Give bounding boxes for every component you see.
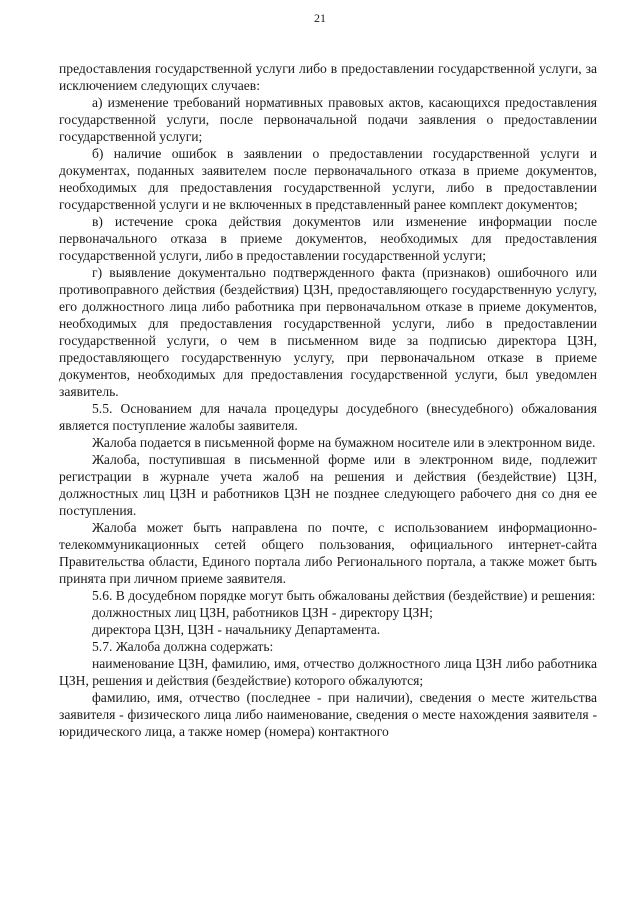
page-number: 21	[314, 11, 326, 25]
paragraph-5-5: 5.5. Основанием для начала процедуры досудебного (внесудебного) обжалования является поступление жалобы заявителя.	[59, 401, 597, 433]
paragraph-content-1: наименование ЦЗН, фамилию, имя, отчество должностного лица ЦЗН либо работника ЦЗН, решения и действия (бездействие) которого обжалуются;	[59, 656, 597, 688]
paragraph-continuation: предоставления государственной услуги либо в предоставлении государственной услуги, за исключением следующих случаев:	[59, 61, 597, 93]
paragraph-5-6: 5.6. В досудебном порядке могут быть обжалованы действия (бездействие) и решения:	[92, 588, 596, 603]
paragraph-item-b: б) наличие ошибок в заявлении о предоставлении государственной услуги и документах, поданных заявителем после первоначального отказа в приеме документов, необходимых для предоставления государственной услуги, либо в предоставлении государственной услуги и не включенных в представленный ранее комплект документов;	[59, 146, 597, 212]
paragraph-content-2: фамилию, имя, отчество (последнее - при наличии), сведения о месте жительства заявителя - физического лица либо наименование, сведения о месте нахождения заявителя - юридического лица, а также номер (номера) контактного	[59, 690, 597, 739]
paragraph-5-7: 5.7. Жалоба должна содержать:	[92, 639, 274, 654]
paragraph-complaint-registration: Жалоба, поступившая в письменной форме или в электронном виде, подлежит регистрации в журнале учета жалоб на решения и действия (бездействие) ЦЗН, должностных лиц ЦЗН и работников ЦЗН не позднее следующего рабочего дня со дня ее поступления.	[59, 452, 597, 518]
paragraph-item-v: в) истечение срока действия документов или изменение информации после первоначального отказа в приеме документов, необходимых для предоставления государственной услуги, либо в предоставлении государственной услуги;	[59, 214, 597, 263]
paragraph-item-g: г) выявление документально подтвержденного факта (признаков) ошибочного или противоправного действия (бездействия) ЦЗН, предоставляющего государственную услугу, его должностного лица либо работника при первоначальном отказе в приеме документов, необходимых для предоставления государственной услуги, либо в предоставлении государственной услуги, о чем в письменном виде за подписью директора ЦЗН, предоставляющего государственную услугу, при первоначальном отказе в приеме документов, необходимых для предоставления государственной услуги, был уведомлен заявитель.	[59, 265, 597, 399]
paragraph-complaint-form: Жалоба подается в письменной форме на бумажном носителе или в электронном виде.	[92, 435, 596, 450]
paragraph-complaint-channels: Жалоба может быть направлена по почте, с использованием информационно-телекоммуникационных сетей общего пользования, официального интернет-сайта Правительства области, Единого портала либо Регионального портала, а также может быть принята при личном приеме заявителя.	[59, 520, 597, 586]
paragraph-appeal-2: директора ЦЗН, ЦЗН - начальнику Департамента.	[92, 622, 381, 637]
paragraph-appeal-1: должностных лиц ЦЗН, работников ЦЗН - директору ЦЗН;	[92, 605, 433, 620]
document-body	[59, 60, 597, 740]
paragraph-item-a: а) изменение требований нормативных правовых актов, касающихся предоставления государственной услуги, после первоначальной подачи заявления о предоставлении государственной услуги;	[59, 95, 597, 144]
